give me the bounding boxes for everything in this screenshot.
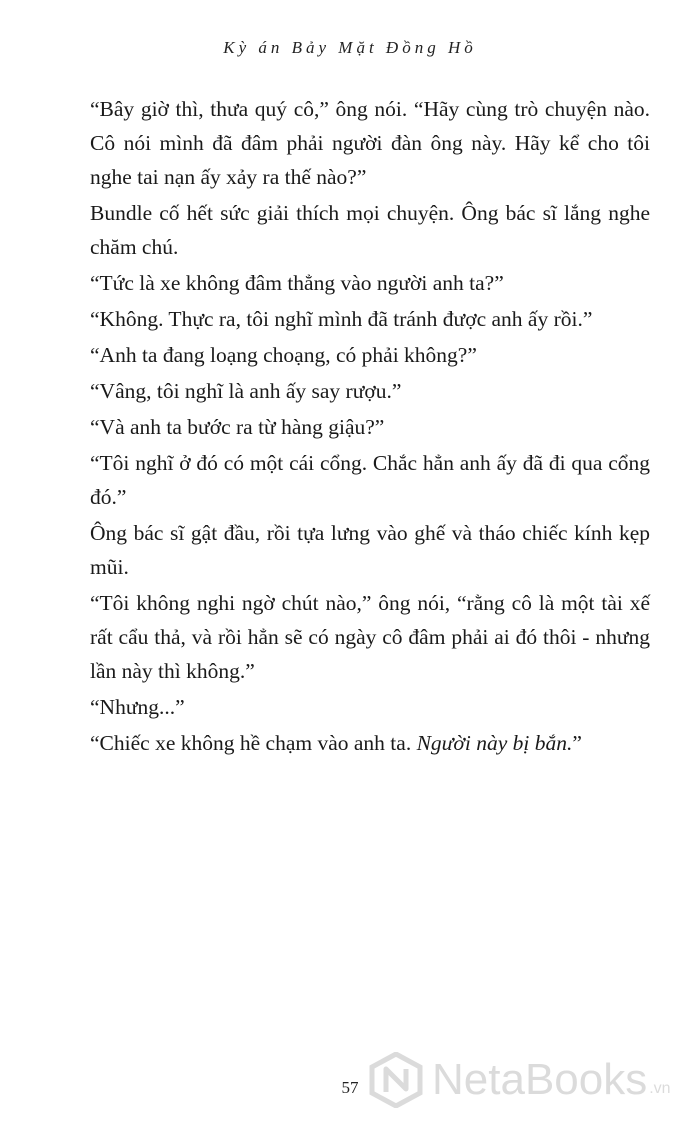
page-body bbox=[90, 92, 650, 762]
paragraph-italic-text: Người này bị bắn. bbox=[416, 731, 573, 755]
paragraph: “Bây giờ thì, thưa quý cô,” ông nói. “Hãy cùng trò chuyện nào. Cô nói mình đã đâm phải người đàn ông này. Hãy kể cho tôi nghe tai nạn ấy xảy ra thế nào?” bbox=[90, 97, 650, 189]
paragraph: “Không. Thực ra, tôi nghĩ mình đã tránh được anh ấy rồi.” bbox=[90, 307, 593, 331]
watermark-brand: NetaBooks bbox=[432, 1055, 648, 1104]
paragraph-closing-quote: ” bbox=[572, 731, 582, 755]
paragraph: “Nhưng...” bbox=[90, 695, 185, 719]
watermark-suffix: .vn bbox=[649, 1080, 671, 1097]
running-header: Kỳ án Bảy Mặt Đồng Hồ bbox=[223, 38, 477, 57]
paragraph-regular-text: “Chiếc xe không hề chạm vào anh ta. bbox=[90, 731, 417, 755]
watermark bbox=[368, 1050, 671, 1110]
page-number: 57 bbox=[341, 1078, 359, 1097]
paragraph: “Tôi không nghi ngờ chút nào,” ông nói, “rằng cô là một tài xế rất cẩu thả, và rồi hẳn sẽ có ngày cô đâm phải ai đó thôi - nhưng lần này thì không.” bbox=[90, 591, 650, 683]
paragraph: “Anh ta đang loạng choạng, có phải không?” bbox=[90, 343, 477, 367]
paragraph: “Tức là xe không đâm thẳng vào người anh ta?” bbox=[90, 271, 504, 295]
paragraph: “Tôi nghĩ ở đó có một cái cổng. Chắc hẳn anh ấy đã đi qua cổng đó.” bbox=[90, 451, 650, 509]
paragraph: “Vâng, tôi nghĩ là anh ấy say rượu.” bbox=[90, 379, 402, 403]
paragraph: “Và anh ta bước ra từ hàng giậu?” bbox=[90, 415, 385, 439]
netabooks-logo-icon bbox=[368, 1052, 424, 1108]
paragraph: Bundle cố hết sức giải thích mọi chuyện. Ông bác sĩ lắng nghe chăm chú. bbox=[90, 201, 650, 259]
paragraph: Ông bác sĩ gật đầu, rồi tựa lưng vào ghế và tháo chiếc kính kẹp mũi. bbox=[90, 521, 650, 579]
paragraph-last bbox=[90, 726, 650, 760]
